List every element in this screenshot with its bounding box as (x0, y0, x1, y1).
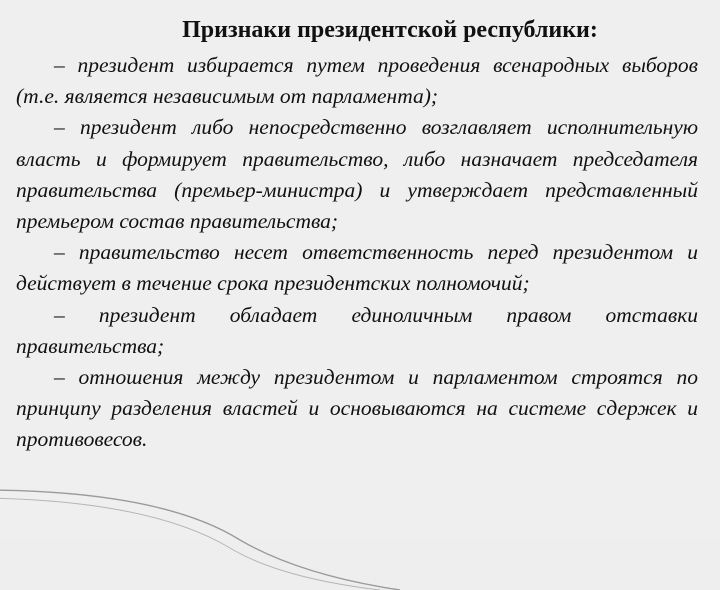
slide-title: Признаки президентской республики: (182, 17, 598, 43)
list-item: – правительство несет ответственность перед президентом и действует в течение срока президентских полномочий; (16, 240, 698, 296)
list-item: – президент обладает единоличным правом отставки правительства; (16, 302, 698, 358)
decorative-arc (0, 470, 400, 590)
list-item: – президент избирается путем проведения всенародных выборов (т.е. является независимым от парламента); (16, 53, 698, 109)
list-item: – отношения между президентом и парламентом строятся по принципу разделения властей и основываются на системе сдержек и противовесов. (16, 365, 698, 452)
slide-body (16, 50, 698, 456)
list-item: – президент либо непосредственно возглавляет исполнительную власть и формирует правительство, либо назначает председателя правительства (премьер-министра) и утверждает представленный премьером состав правительства; (16, 115, 698, 234)
